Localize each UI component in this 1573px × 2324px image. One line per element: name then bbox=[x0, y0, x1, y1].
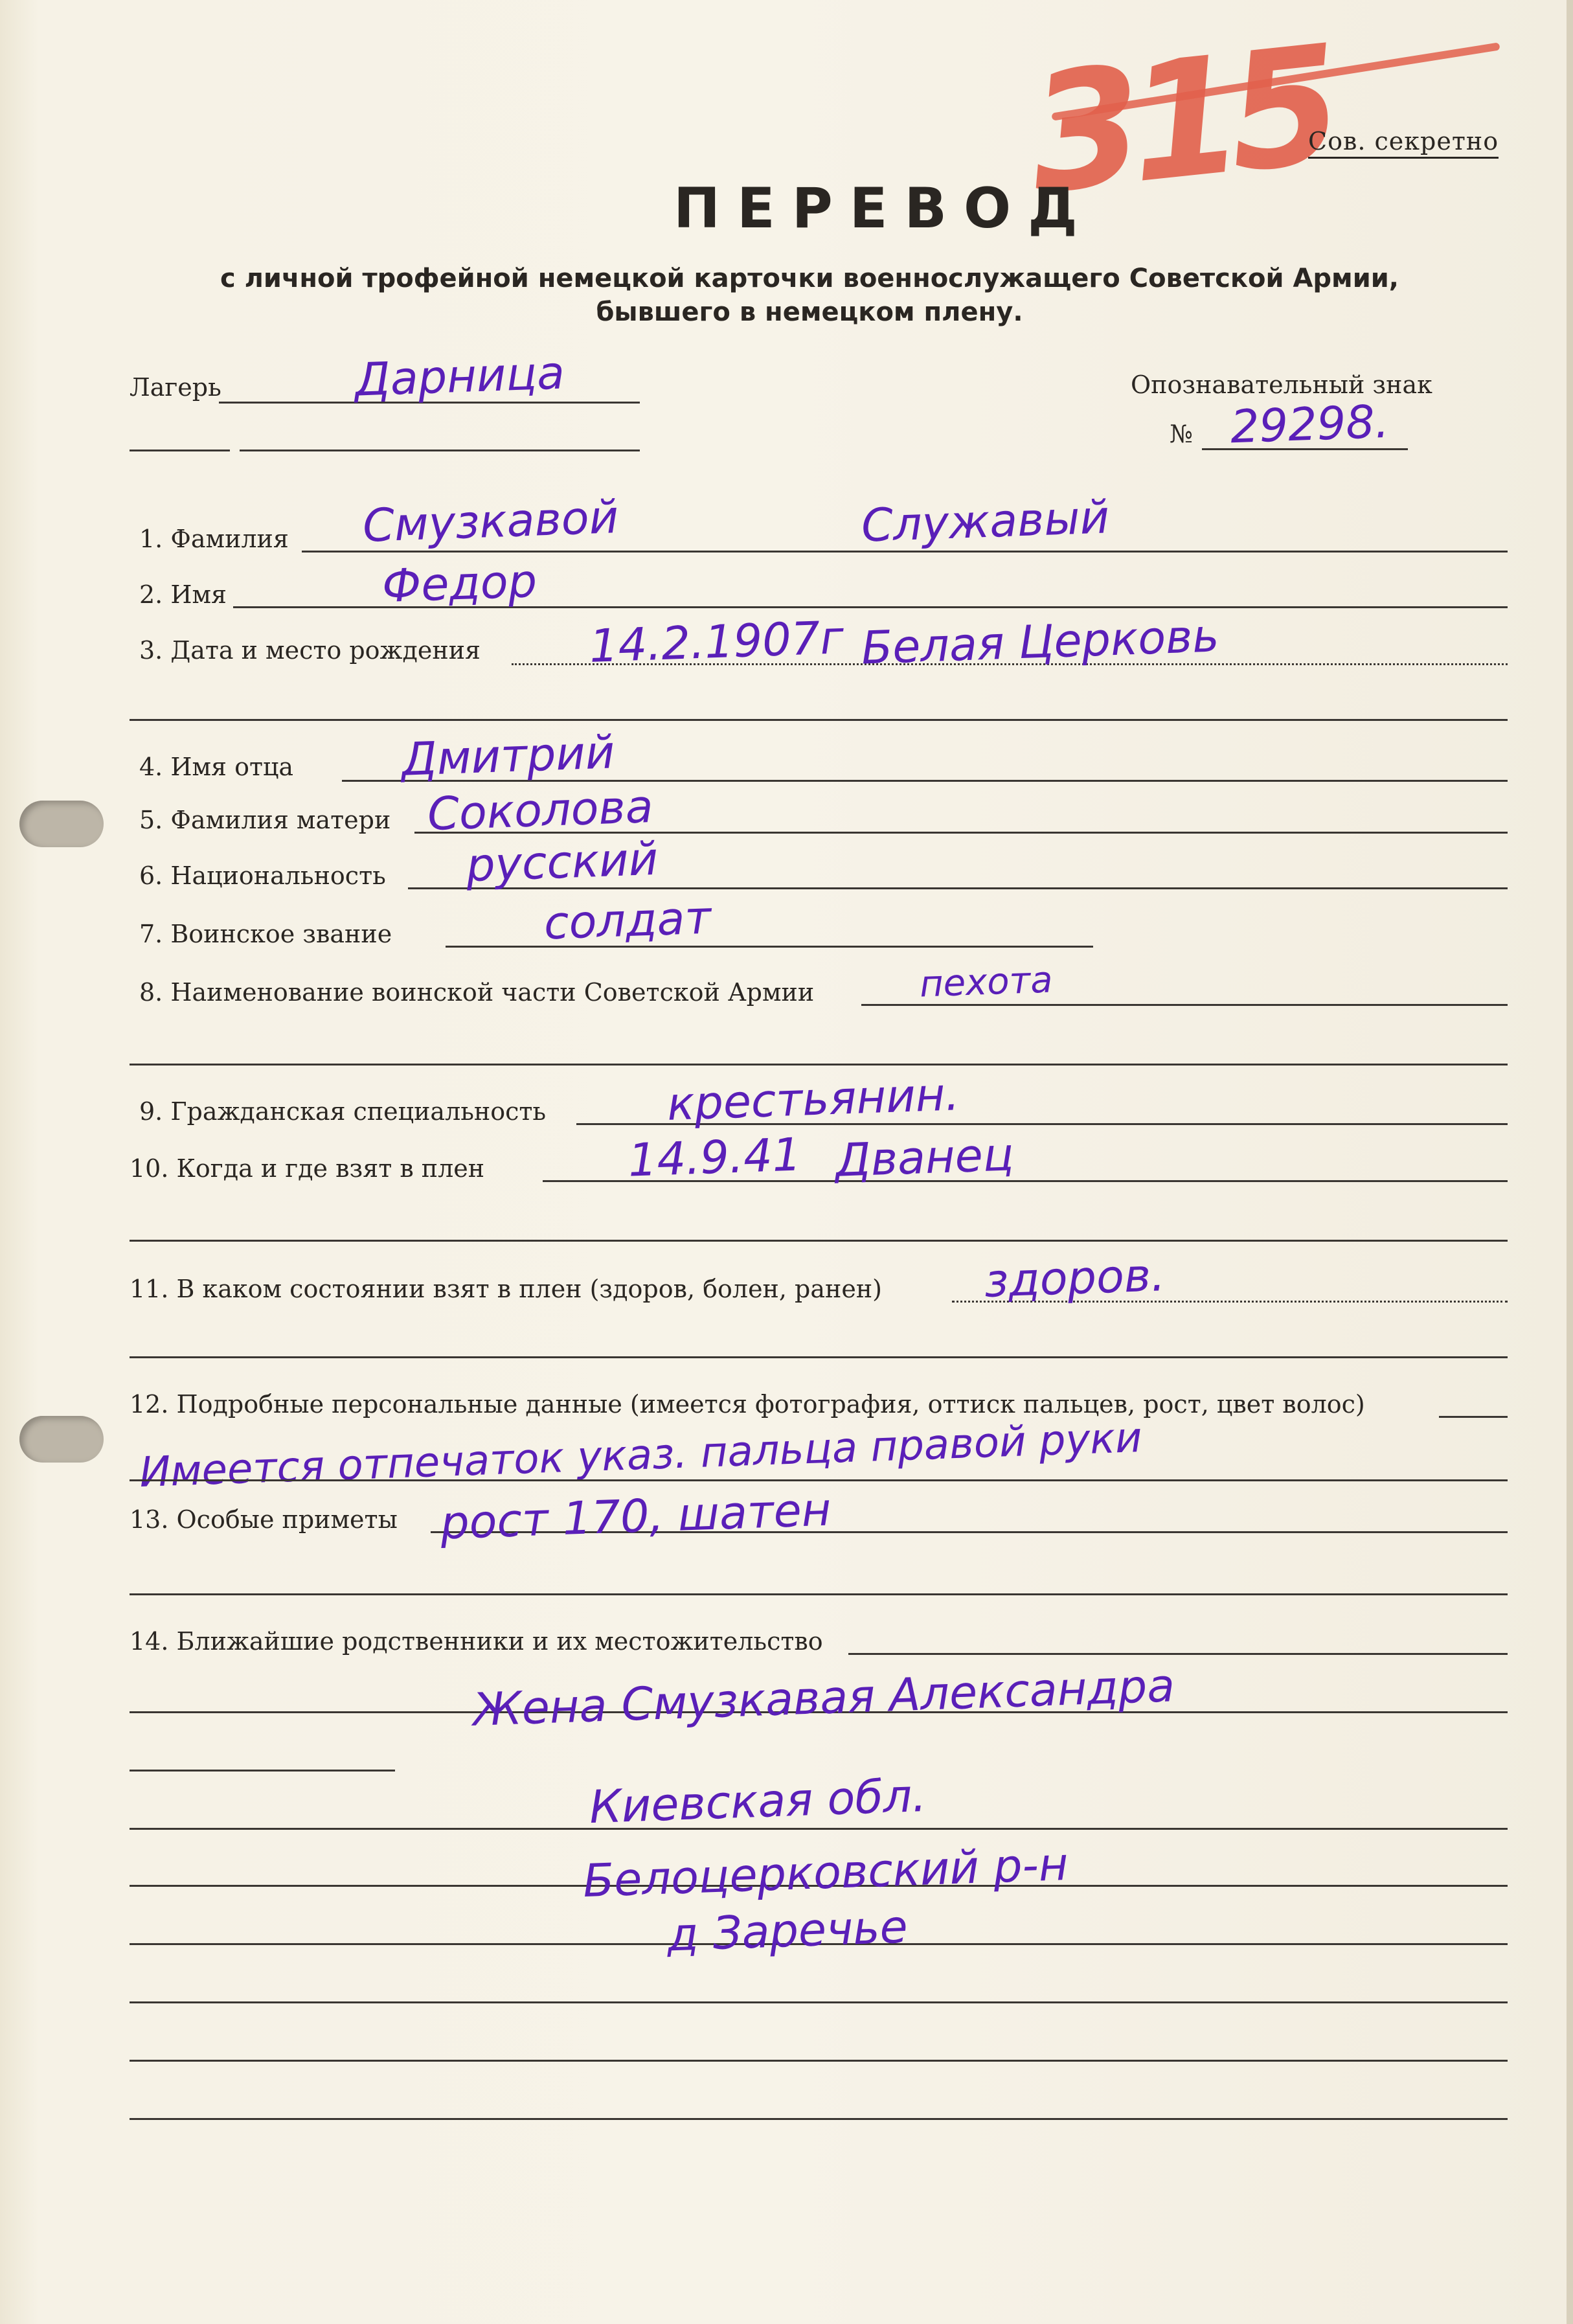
paper-edge bbox=[1567, 0, 1573, 2324]
special-marks-value: рост 170, шатен bbox=[439, 1483, 832, 1550]
birth-date-value: 14.2.1907г bbox=[588, 611, 845, 673]
secrecy-stamp: Сов. секретно bbox=[1308, 127, 1499, 159]
father-name-label: 4. Имя отца bbox=[139, 753, 294, 781]
relatives-line-8 bbox=[130, 2060, 1508, 2062]
special-marks-line-2 bbox=[130, 1593, 1508, 1595]
relatives-line bbox=[848, 1653, 1508, 1655]
relatives-value-1: Жена Смузкавая Александра bbox=[471, 1659, 1176, 1737]
personal-data-value: Имеется отпечаток указ. пальца правой руки bbox=[139, 1413, 1143, 1498]
unit-value: пехота bbox=[918, 959, 1054, 1006]
rank-label: 7. Воинское звание bbox=[139, 920, 392, 948]
condition-label: 11. В каком состоянии взят в плен (здоров, болен, ранен) bbox=[130, 1275, 882, 1303]
page-subtitle bbox=[194, 262, 1425, 329]
capture-date-value: 14.9.41 bbox=[627, 1128, 802, 1187]
birth-place-value: Белая Церковь bbox=[860, 609, 1220, 675]
nationality-label: 6. Национальность bbox=[139, 861, 386, 890]
personal-data-label: 12. Подробные персональные данные (имеется фотография, оттиск пальцев, рост, цвет волос) bbox=[130, 1390, 1365, 1418]
page-title: ПЕРЕВОД bbox=[673, 176, 1094, 241]
rank-line bbox=[446, 946, 1093, 948]
archive-number: 315 bbox=[1021, 10, 1338, 230]
capture-place-value: Дванец bbox=[834, 1128, 1015, 1187]
civil-specialty-label: 9. Гражданская специальность bbox=[139, 1097, 547, 1126]
father-name-value: Дмитрий bbox=[400, 725, 616, 786]
unit-line-2 bbox=[130, 1064, 1508, 1065]
surname-line bbox=[302, 551, 1508, 553]
relatives-line-9 bbox=[130, 2118, 1508, 2120]
surname-value-1: Смузкавой bbox=[361, 490, 620, 553]
camp-value: Дарница bbox=[354, 346, 566, 407]
subtitle-line-2: бывшего в немецком плену. bbox=[596, 297, 1023, 327]
surname-value-2: Служавый bbox=[860, 490, 1111, 553]
relatives-line-7 bbox=[130, 2001, 1508, 2003]
first-name-label: 2. Имя bbox=[139, 580, 227, 609]
personal-data-line bbox=[1439, 1416, 1508, 1418]
punch-hole-top bbox=[19, 801, 104, 847]
birth-label: 3. Дата и место рождения bbox=[139, 636, 481, 665]
relatives-label: 14. Ближайшие родственники и их местожительство bbox=[130, 1627, 823, 1656]
surname-label: 1. Фамилия bbox=[139, 525, 289, 553]
relatives-line-3 bbox=[130, 1770, 395, 1771]
id-mark-label: Опознавательный знак bbox=[1131, 370, 1432, 399]
relatives-line-4 bbox=[130, 1828, 1508, 1830]
punch-hole-bottom bbox=[19, 1416, 104, 1463]
id-number-value: 29298. bbox=[1229, 394, 1390, 454]
birth-line-2 bbox=[130, 719, 1508, 721]
special-marks-label: 13. Особые приметы bbox=[130, 1505, 398, 1534]
mother-surname-label: 5. Фамилия матери bbox=[139, 806, 391, 834]
relatives-value-2: Киевская обл. bbox=[588, 1768, 927, 1834]
id-number-prefix: № bbox=[1170, 420, 1193, 448]
rank-value: солдат bbox=[543, 891, 712, 950]
condition-value: здоров. bbox=[983, 1248, 1166, 1308]
relatives-value-3: Белоцерковский р-н bbox=[582, 1837, 1069, 1908]
condition-line-2 bbox=[130, 1356, 1508, 1358]
nationality-value: русский bbox=[465, 832, 659, 893]
camp-line-2b bbox=[240, 450, 640, 451]
civil-specialty-value: крестьянин. bbox=[666, 1067, 960, 1131]
capture-label: 10. Когда и где взят в плен bbox=[130, 1154, 485, 1183]
personal-data-line-2 bbox=[130, 1479, 1508, 1481]
subtitle-line-1: с личной трофейной немецкой карточки военнослужащего Советской Армии, bbox=[220, 264, 1399, 293]
first-name-value: Федор bbox=[381, 554, 538, 613]
unit-label: 8. Наименование воинской части Советской Армии bbox=[139, 978, 815, 1007]
camp-line-2a bbox=[130, 450, 230, 451]
relatives-value-4: д Заречье bbox=[666, 1900, 909, 1962]
capture-line-2 bbox=[130, 1240, 1508, 1242]
mother-surname-value: Соколова bbox=[426, 779, 654, 841]
camp-label: Лагерь bbox=[130, 373, 221, 402]
